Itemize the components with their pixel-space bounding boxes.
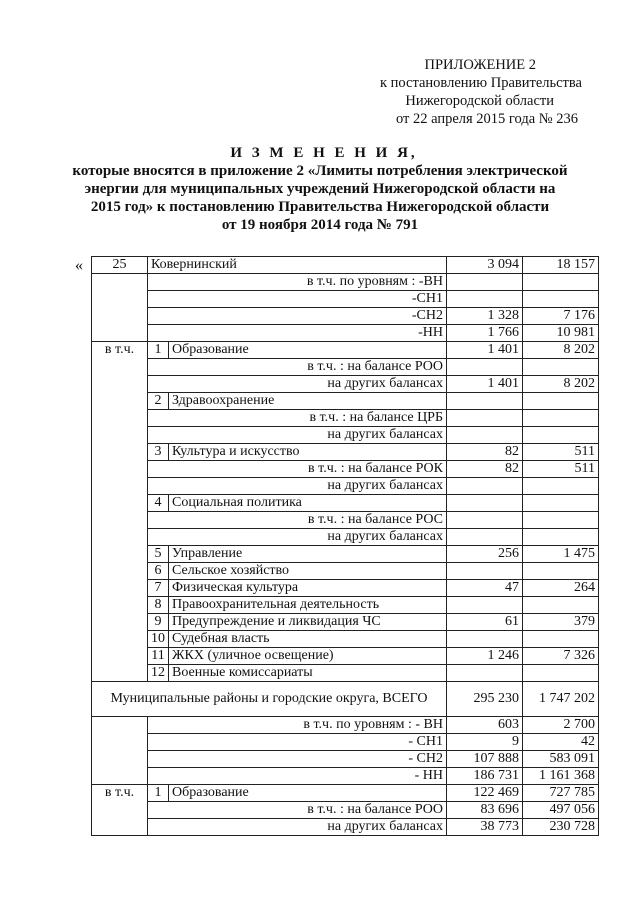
table-row: [92, 410, 599, 427]
appendix-date-line: от 22 апреля 2015 года № 236: [395, 111, 578, 127]
value-1: 107 888: [447, 751, 523, 768]
value-1: 1 401: [447, 342, 523, 359]
level-label: в т.ч. по уровням : -ВН: [148, 274, 447, 291]
value-2: 379: [523, 614, 599, 631]
category-name: Правоохранительная деятельность: [169, 597, 447, 614]
title-line-2: которые вносятся в приложение 2 «Лимиты потребления электрической: [72, 163, 568, 179]
document-title: [0, 144, 640, 234]
value-2: 1 747 202: [523, 682, 599, 717]
category-name: Судебная власть: [169, 631, 447, 648]
value-2: 511: [523, 461, 599, 478]
category-name: Предупреждение и ликвидация ЧС: [169, 614, 447, 631]
category-name: Сельское хозяйство: [169, 563, 447, 580]
balance-label: на других балансах: [148, 376, 447, 393]
value-2: 511: [523, 444, 599, 461]
value-2: 1 161 368: [523, 768, 599, 785]
item-number: 12: [148, 665, 169, 682]
level-label: - СН2: [148, 751, 447, 768]
total-label: Муниципальные районы и городские округа, ВСЕГО: [92, 682, 447, 717]
balance-label: на других балансах: [148, 819, 447, 836]
table-row: [92, 461, 599, 478]
value-1: 186 731: [447, 768, 523, 785]
table-row: [92, 734, 599, 751]
value-1: 1 401: [447, 376, 523, 393]
value-2: 2 700: [523, 717, 599, 734]
value-1: 603: [447, 717, 523, 734]
table-row: [92, 325, 599, 342]
table-row: [92, 597, 599, 614]
category-name: Культура и искусство: [169, 444, 447, 461]
including-label: в т.ч.: [92, 342, 148, 682]
value-1: 61: [447, 614, 523, 631]
level-label: -НН: [148, 325, 447, 342]
table-row: [92, 495, 599, 512]
level-label: -СН2: [148, 308, 447, 325]
table-row: [92, 359, 599, 376]
appendix-region-line: Нижегородской области: [405, 93, 554, 109]
table-row: [92, 802, 599, 819]
value-1: 82: [447, 444, 523, 461]
table-row: [92, 393, 599, 410]
value-1: 1 328: [447, 308, 523, 325]
value-2: 7 176: [523, 308, 599, 325]
opening-quote: «: [75, 257, 83, 274]
item-number: 1: [148, 342, 169, 359]
value-2: 583 091: [523, 751, 599, 768]
table-row: [92, 631, 599, 648]
level-label: - НН: [148, 768, 447, 785]
category-name: Социальная политика: [169, 495, 447, 512]
value-2: 8 202: [523, 376, 599, 393]
row-number: 25: [92, 257, 148, 274]
item-number: 5: [148, 546, 169, 563]
table-row: [92, 751, 599, 768]
item-number: 11: [148, 648, 169, 665]
balance-label: в т.ч. : на балансе РОС: [148, 512, 447, 529]
district-name: Ковернинский: [148, 257, 447, 274]
category-name: Образование: [169, 342, 447, 359]
table-row: [92, 444, 599, 461]
appendix-number: ПРИЛОЖЕНИЕ 2: [424, 57, 536, 73]
item-number: 9: [148, 614, 169, 631]
table-row: [92, 785, 599, 802]
balance-label: в т.ч. : на балансе РОО: [148, 359, 447, 376]
table-row: [92, 512, 599, 529]
table-row: [92, 682, 599, 717]
title-line-5: от 19 ноября 2014 года № 791: [221, 217, 419, 233]
value-1: 47: [447, 580, 523, 597]
item-number: 6: [148, 563, 169, 580]
value-2: 7 326: [523, 648, 599, 665]
item-number: 2: [148, 393, 169, 410]
appendix-ref-line: к постановлению Правительства: [380, 75, 582, 91]
value-1: 38 773: [447, 819, 523, 836]
table-row: [92, 342, 599, 359]
value-2: 1 475: [523, 546, 599, 563]
value-2: 8 202: [523, 342, 599, 359]
table-row: [92, 529, 599, 546]
value-1: 256: [447, 546, 523, 563]
value-1: 1 766: [447, 325, 523, 342]
table-row: [92, 478, 599, 495]
item-number: 8: [148, 597, 169, 614]
balance-label: в т.ч. : на балансе РОО: [148, 802, 447, 819]
balance-label: на других балансах: [148, 529, 447, 546]
title-heading: И З М Е Н Е Н И Я,: [230, 145, 418, 161]
category-name: Военные комиссариаты: [169, 665, 447, 682]
value-1: 3 094: [447, 257, 523, 274]
table-row: [92, 427, 599, 444]
category-name: ЖКХ (уличное освещение): [169, 648, 447, 665]
value-2: 10 981: [523, 325, 599, 342]
category-name: Образование: [169, 785, 447, 802]
value-2: 18 157: [523, 257, 599, 274]
item-number: 7: [148, 580, 169, 597]
including-label: в т.ч.: [92, 785, 148, 836]
table-row: [92, 819, 599, 836]
table-row: [92, 308, 599, 325]
title-line-4: 2015 год» к постановлению Правительства Нижегородской области: [90, 199, 550, 215]
value-2: 497 056: [523, 802, 599, 819]
level-label: в т.ч. по уровням : - ВН: [148, 717, 447, 734]
table-row: [92, 614, 599, 631]
value-1: 82: [447, 461, 523, 478]
value-2: 42: [523, 734, 599, 751]
category-name: Здравоохранение: [169, 393, 447, 410]
value-2: 727 785: [523, 785, 599, 802]
table-row: [92, 376, 599, 393]
level-label: -СН1: [148, 291, 447, 308]
limits-table: [91, 256, 599, 836]
item-number: 10: [148, 631, 169, 648]
table-row: [92, 717, 599, 734]
item-number: 1: [148, 785, 169, 802]
value-1: 9: [447, 734, 523, 751]
value-1: 295 230: [447, 682, 523, 717]
table-row: [92, 648, 599, 665]
balance-label: в т.ч. : на балансе РОК: [148, 461, 447, 478]
balance-label: в т.ч. : на балансе ЦРБ: [148, 410, 447, 427]
table-row: [92, 546, 599, 563]
value-1: 1 246: [447, 648, 523, 665]
value-2: 264: [523, 580, 599, 597]
balance-label: на других балансах: [148, 478, 447, 495]
value-1: 83 696: [447, 802, 523, 819]
level-label: - СН1: [148, 734, 447, 751]
table-row: [92, 291, 599, 308]
table-row: [92, 563, 599, 580]
table-row: [92, 274, 599, 291]
value-2: 230 728: [523, 819, 599, 836]
table-row: [92, 665, 599, 682]
table-row: [92, 257, 599, 274]
title-line-3: энергии для муниципальных учреждений Нижегородской области на: [84, 181, 556, 197]
appendix-header: [380, 56, 582, 128]
item-number: 4: [148, 495, 169, 512]
table-row: [92, 768, 599, 785]
value-1: 122 469: [447, 785, 523, 802]
item-number: 3: [148, 444, 169, 461]
category-name: Управление: [169, 546, 447, 563]
table-row: [92, 580, 599, 597]
category-name: Физическая культура: [169, 580, 447, 597]
balance-label: на других балансах: [148, 427, 447, 444]
